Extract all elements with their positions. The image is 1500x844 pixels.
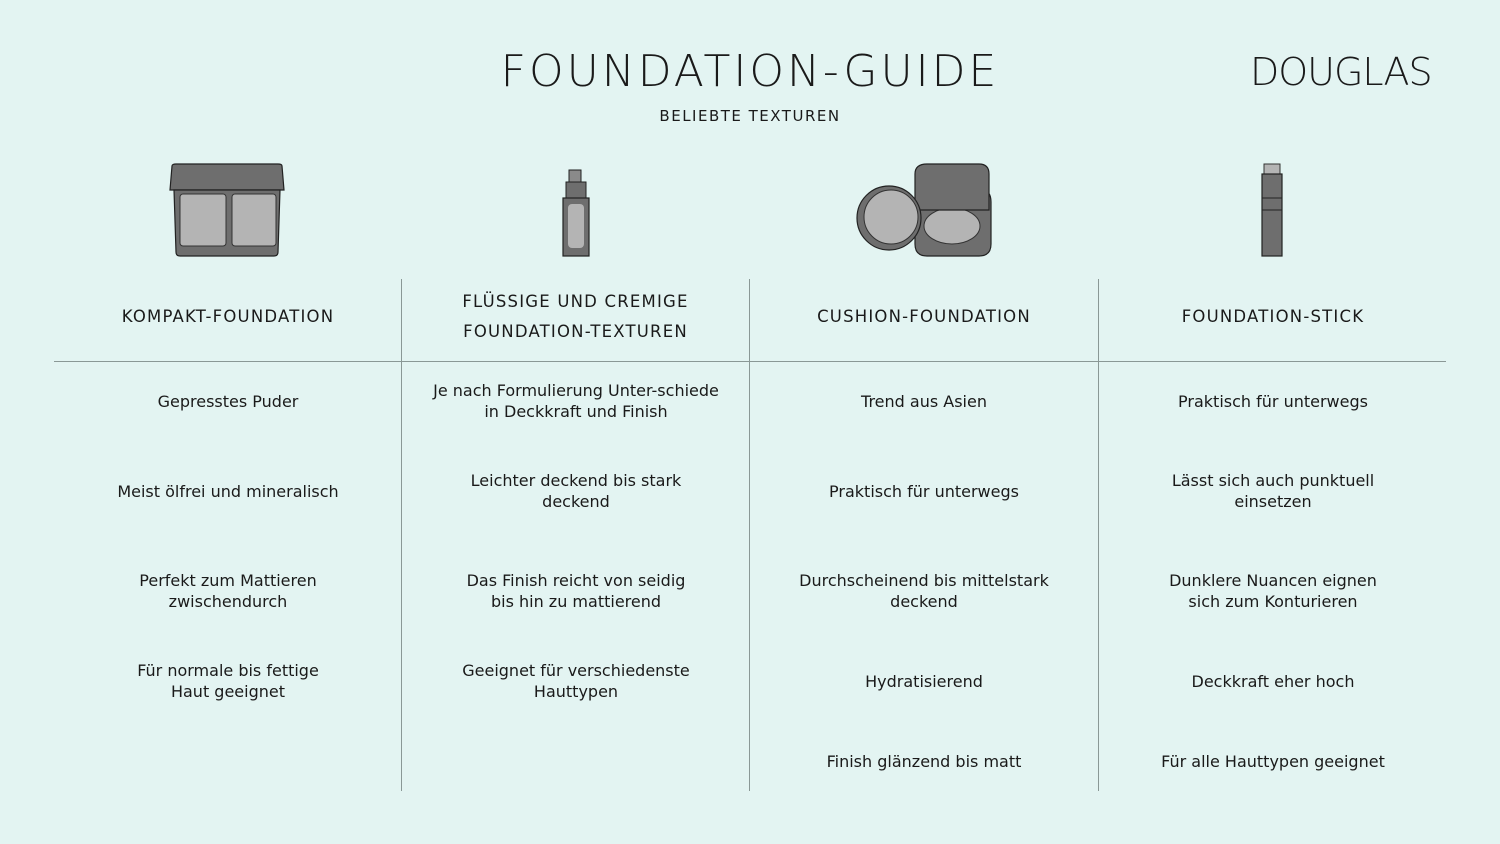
feature-item: Dunklere Nuancen eignen sich zum Konturieren <box>1169 571 1377 611</box>
page-title: FOUNDATION-GUIDE <box>500 46 1000 97</box>
column-divider <box>1098 279 1099 791</box>
cushion-compact-icon <box>855 160 995 260</box>
feature-item: Meist ölfrei und mineralisch <box>117 481 339 501</box>
feature-item: Praktisch für unterwegs <box>1178 391 1368 411</box>
feature-item: Gepresstes Puder <box>157 391 299 411</box>
feature-item: Trend aus Asien <box>861 391 987 411</box>
column-heading-cushion: CUSHION-FOUNDATION <box>817 307 1031 326</box>
column-heading-stick: FOUNDATION-STICK <box>1181 307 1365 326</box>
feature-item: Für alle Hauttypen geeignet <box>1161 751 1385 771</box>
column-heading-kompakt: KOMPAKT-FOUNDATION <box>121 307 335 326</box>
feature-item: Finish glänzend bis matt <box>826 751 1022 771</box>
liquid-foundation-bottle-icon <box>560 160 592 260</box>
column-heading-fluessig: FLÜSSIGE UND CREMIGE FOUNDATION-TEXTUREN <box>462 292 689 341</box>
feature-item: Deckkraft eher hoch <box>1191 671 1355 691</box>
feature-item: Lässt sich auch punktuell einsetzen <box>1171 471 1375 511</box>
feature-item: Für normale bis fettige Haut geeignet <box>137 661 319 701</box>
page-subtitle: BELIEBTE TEXTUREN <box>659 107 841 125</box>
feature-item: Praktisch für unterwegs <box>829 481 1019 501</box>
feature-item: Hydratisierend <box>865 671 983 691</box>
feature-item: Leichter deckend bis stark deckend <box>470 471 682 511</box>
column-divider <box>401 279 402 791</box>
feature-item: Geeignet für verschiedenste Hauttypen <box>462 661 690 701</box>
foundation-stick-icon <box>1260 160 1286 260</box>
header-divider <box>54 361 1446 362</box>
feature-item: Durchscheinend bis mittelstark deckend <box>799 571 1049 611</box>
brand-logo: DOUGLAS <box>1250 50 1432 94</box>
feature-item: Perfekt zum Mattieren zwischendurch <box>139 571 317 611</box>
column-divider <box>749 279 750 791</box>
feature-item: Je nach Formulierung Unter-schiede in Deckkraft und Finish <box>433 381 719 421</box>
compact-powder-icon <box>166 160 288 260</box>
feature-item: Das Finish reicht von seidig bis hin zu mattierend <box>466 571 686 611</box>
